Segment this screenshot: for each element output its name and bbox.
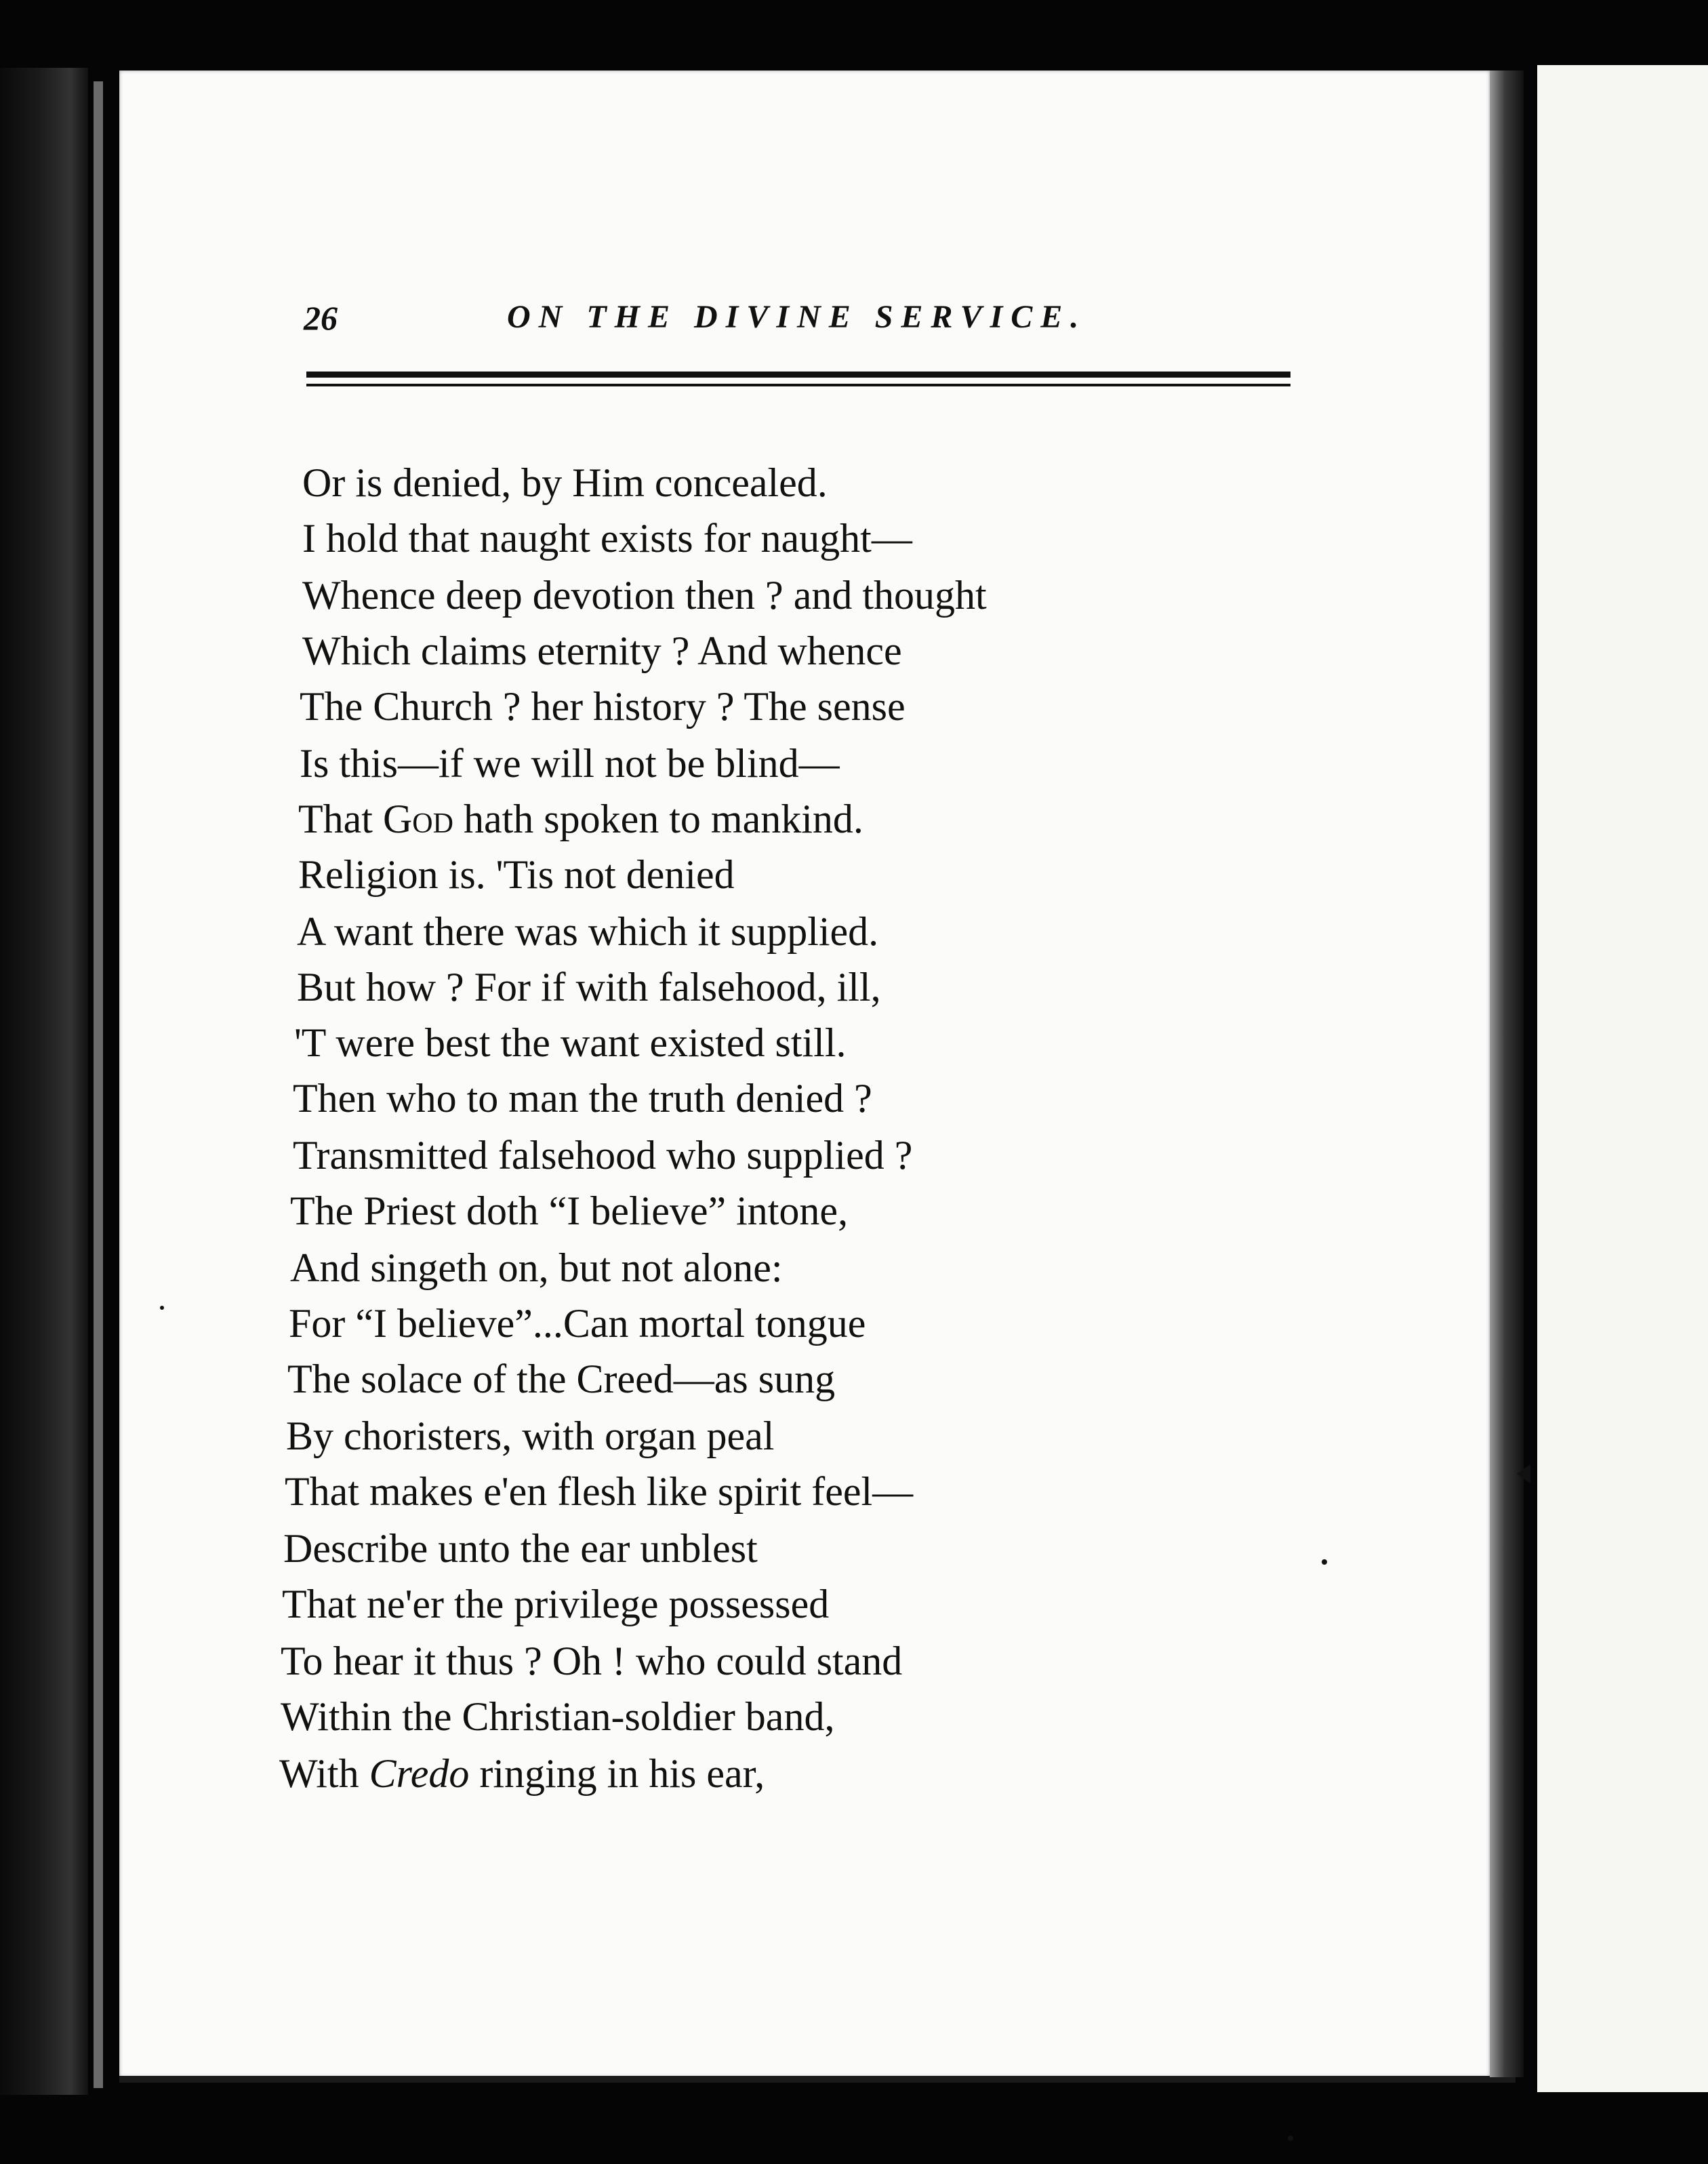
poem-line: Transmitted falsehood who supplied ? <box>293 1133 913 1178</box>
poem-line: With Credo ringing in his ear, <box>279 1751 765 1796</box>
poem-line: A want there was which it supplied. <box>297 909 879 954</box>
facing-page <box>1537 65 1708 2092</box>
page-edge-line <box>94 81 103 2088</box>
poem-line: Is this—if we will not be blind— <box>300 741 840 786</box>
book-gutter <box>1490 71 1524 2077</box>
poem-line: Whence deep devotion then ? and thought <box>302 573 987 618</box>
credo-word: Credo <box>369 1751 470 1796</box>
poem-line: Or is denied, by Him concealed. <box>302 460 828 505</box>
poem-line: To hear it thus ? Oh ! who could stand <box>281 1639 903 1683</box>
print-speck <box>1288 2136 1293 2141</box>
print-speck <box>1322 1559 1327 1565</box>
poem-line: I hold that naught exists for naught— <box>302 516 912 561</box>
running-head <box>304 298 1293 346</box>
poem-line: For “I believe”...Can mortal tongue <box>289 1301 866 1346</box>
header-rule-thin <box>306 384 1290 386</box>
facing-page-mark <box>1517 1464 1530 1483</box>
poem-line: Which claims eternity ? And whence <box>302 628 902 673</box>
divine-name: God <box>382 797 453 841</box>
poem-line: That God hath spoken to mankind. <box>298 797 863 841</box>
poem-line: The Church ? her history ? The sense <box>300 684 906 729</box>
poem-line: By choristers, with organ peal <box>286 1414 775 1458</box>
poem-line: Then who to man the truth denied ? <box>293 1076 872 1121</box>
poem-line: 'T were best the want existed still. <box>294 1020 847 1065</box>
print-speck <box>160 1306 164 1310</box>
poem-line: Religion is. 'Tis not denied <box>298 852 735 897</box>
poem-line: That ne'er the privilege possessed <box>282 1582 830 1626</box>
poem-line: The solace of the Creed—as sung <box>287 1357 836 1401</box>
header-rule-thick <box>306 372 1290 378</box>
page-bottom-edge <box>119 2076 1516 2083</box>
poem-line: And singeth on, but not alone: <box>290 1245 783 1290</box>
poem-line: The Priest doth “I believe” intone, <box>290 1188 849 1233</box>
running-title: ON THE DIVINE SERVICE. <box>507 299 1087 335</box>
page-number: 26 <box>304 299 338 337</box>
book-spine-edge <box>0 68 88 2095</box>
poem-line: Within the Christian-soldier band, <box>281 1694 835 1739</box>
poem-line: Describe unto the ear unblest <box>283 1526 758 1571</box>
poem-line: That makes e'en flesh like spirit feel— <box>285 1469 914 1514</box>
poem-line: But how ? For if with falsehood, ill, <box>297 965 881 1009</box>
